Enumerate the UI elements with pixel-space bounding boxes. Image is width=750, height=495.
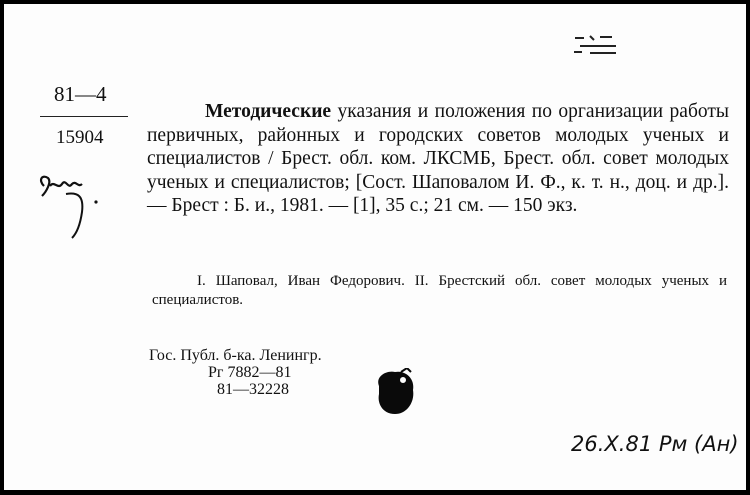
description-text: указания и положения по организации работы первичных, районных и городских советов молодых ученых и специалистов / Брест. обл. ком. ЛКСМБ, Брест. обл. совет молодых ученых и специалистов; [Сост. Шаповалом И. Ф., к. т. н., доц. и др.]. — Брест : Б. и., 1981. — [1], 35 с.; 21 см. — 150 экз. [147, 101, 729, 216]
order-number: Рг 7882—81 [208, 364, 292, 381]
library-stamp [373, 368, 417, 418]
tracings [152, 272, 727, 310]
top-right-mark [572, 32, 622, 58]
library-name: Гос. Публ. б-ка. Ленингр. [149, 347, 322, 364]
handwritten-scribble [36, 172, 111, 242]
bibliographic-description [147, 100, 729, 218]
classification-divider [40, 116, 128, 117]
handwritten-date-note: 26.Х.81 Рм (Ан) [571, 432, 739, 456]
inventory-number: 15904 [56, 127, 104, 148]
tracings-text: I. Шаповал, Иван Федорович. II. Брестский обл. совет молодых ученых и специалистов. [152, 273, 727, 308]
classification-number: 81—4 [54, 82, 107, 106]
catalog-card [4, 4, 746, 490]
card-number: 81—32228 [217, 381, 289, 398]
title-heading: Методические [205, 101, 332, 122]
